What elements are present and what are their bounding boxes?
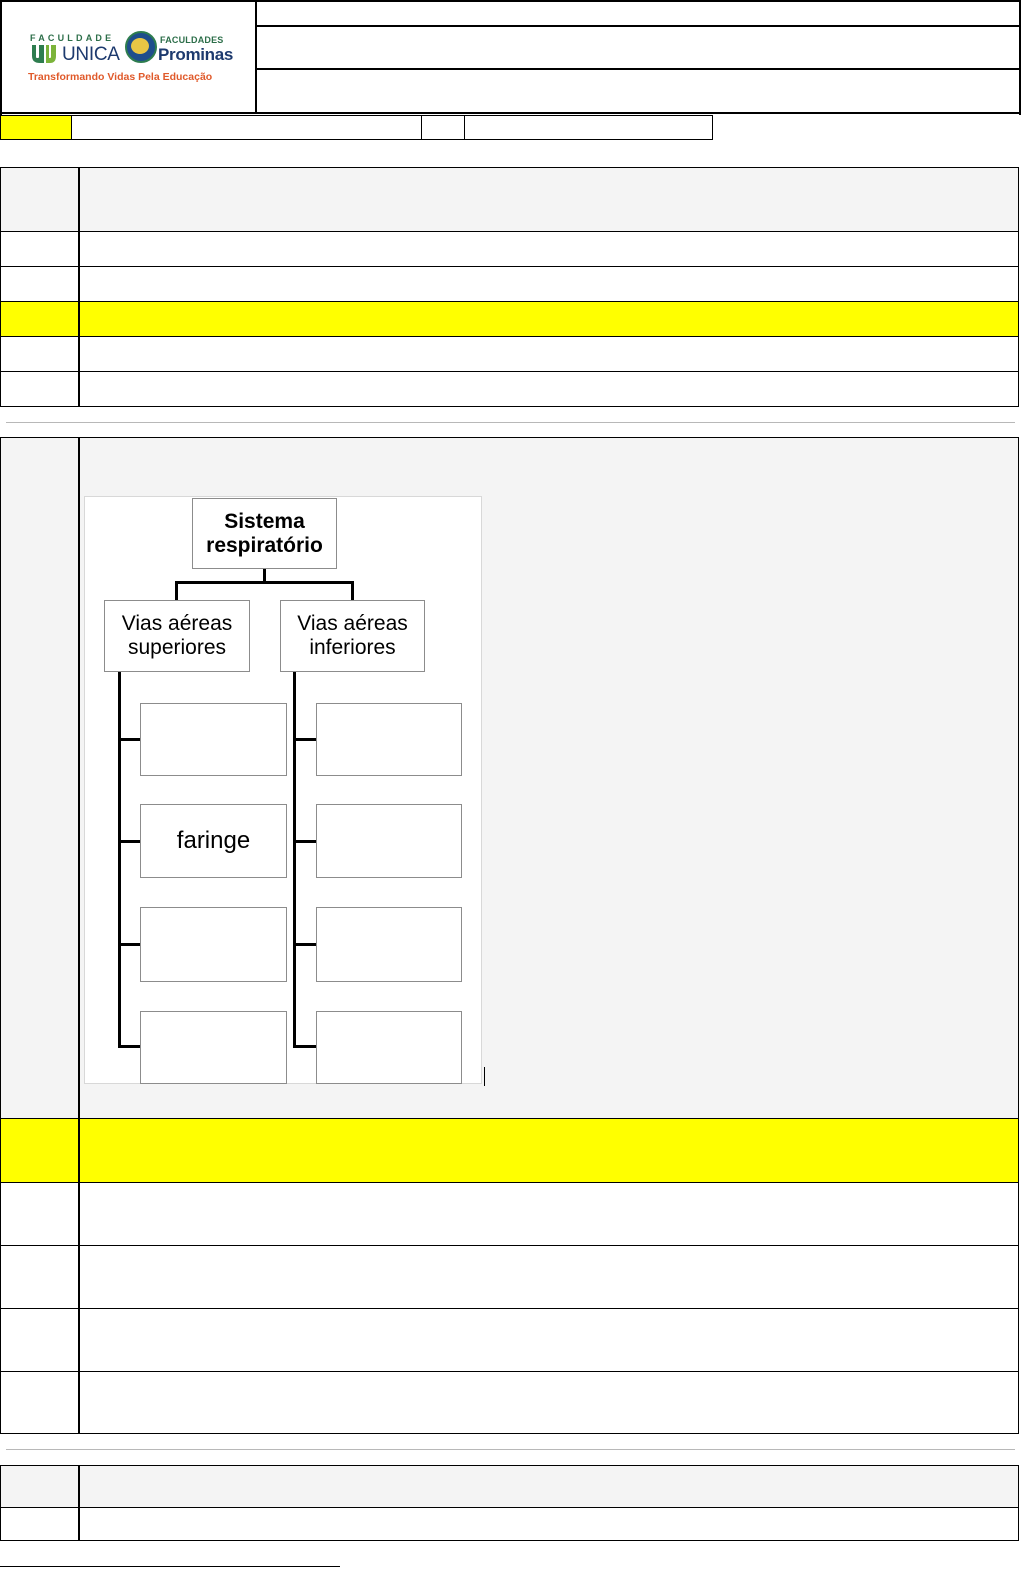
logo-prominas-text: Prominas: [158, 45, 234, 64]
question-2-option-highlighted[interactable]: [0, 1119, 1019, 1183]
question-1-option[interactable]: [0, 337, 1019, 372]
connector-line: [293, 1045, 316, 1048]
question-3-statement: [0, 1465, 1019, 1508]
logo-faculdades-text: FACULDADES: [160, 35, 224, 45]
info-cell: [71, 115, 422, 140]
option-letter-cell: [1, 337, 80, 371]
lower-airway-item-box: [316, 804, 462, 878]
logo-unica-text: UNICA: [62, 44, 120, 65]
connector-line: [118, 738, 141, 741]
diagram-root-box: Sistema respiratório: [192, 498, 337, 569]
question-1-statement: [0, 167, 1019, 232]
respiratory-system-diagram: [84, 496, 482, 1084]
connector-line: [118, 840, 141, 843]
question-1-option[interactable]: [0, 372, 1019, 407]
section-separator: [6, 1449, 1015, 1450]
lower-airway-item-box: [316, 1011, 462, 1084]
institution-logo: [22, 26, 242, 86]
question-number-cell: [1, 438, 80, 1118]
question-2-option[interactable]: [0, 1372, 1019, 1434]
question-1-option-highlighted[interactable]: [0, 302, 1019, 337]
upper-airway-item-box: [140, 1011, 287, 1084]
question-2-option[interactable]: [0, 1183, 1019, 1246]
question-number-cell: [1, 168, 80, 231]
question-1-option[interactable]: [0, 267, 1019, 302]
option-letter-cell: [1, 1372, 80, 1433]
upper-airway-item-box: [140, 907, 287, 982]
option-letter-cell: [1, 1309, 80, 1371]
header-row-divider: [257, 25, 1021, 27]
option-letter-cell: [1, 1508, 80, 1540]
option-letter-cell: [1, 1183, 80, 1245]
upper-airway-item-box: faringe: [140, 804, 287, 878]
connector-line: [118, 671, 121, 1047]
connector-line: [293, 738, 316, 741]
text-cursor: [484, 1067, 485, 1086]
logo-globe-detail: [131, 38, 149, 54]
footer-line: [0, 1566, 340, 1567]
lower-airway-item-box: [316, 907, 462, 982]
header-row-divider: [257, 68, 1021, 70]
connector-line: [293, 943, 316, 946]
question-3-option[interactable]: [0, 1508, 1019, 1541]
connector-line: [175, 581, 353, 584]
logo-faculdade-text: FACULDADE: [30, 33, 115, 43]
option-letter-cell: [1, 372, 80, 406]
connector-line: [293, 671, 296, 1047]
branch-lower-airways-box: Vias aéreas inferiores: [280, 600, 425, 672]
info-cell: [421, 115, 465, 140]
connector-line: [118, 943, 141, 946]
connector-line: [293, 840, 316, 843]
info-cell-highlight: [0, 115, 72, 140]
option-letter-cell: [1, 302, 80, 336]
upper-airway-item-box: [140, 703, 287, 776]
option-letter-cell: [1, 267, 80, 301]
connector-line: [118, 1045, 141, 1048]
question-1-option[interactable]: [0, 232, 1019, 267]
header-bottom-border: [0, 112, 1021, 114]
question-number-cell: [1, 1466, 80, 1507]
logo-tagline: Transformando Vidas Pela Educação: [28, 71, 213, 83]
branch-upper-airways-box: Vias aéreas superiores: [104, 600, 250, 672]
option-letter-cell: [1, 1119, 80, 1182]
option-letter-cell: [1, 232, 80, 266]
logo-u-icon: [30, 44, 58, 64]
section-separator: [6, 422, 1015, 423]
info-cell: [464, 115, 713, 140]
connector-line: [175, 581, 178, 601]
question-2-option[interactable]: [0, 1309, 1019, 1372]
question-2-option[interactable]: [0, 1246, 1019, 1309]
connector-line: [351, 581, 354, 601]
lower-airway-item-box: [316, 703, 462, 776]
option-letter-cell: [1, 1246, 80, 1308]
